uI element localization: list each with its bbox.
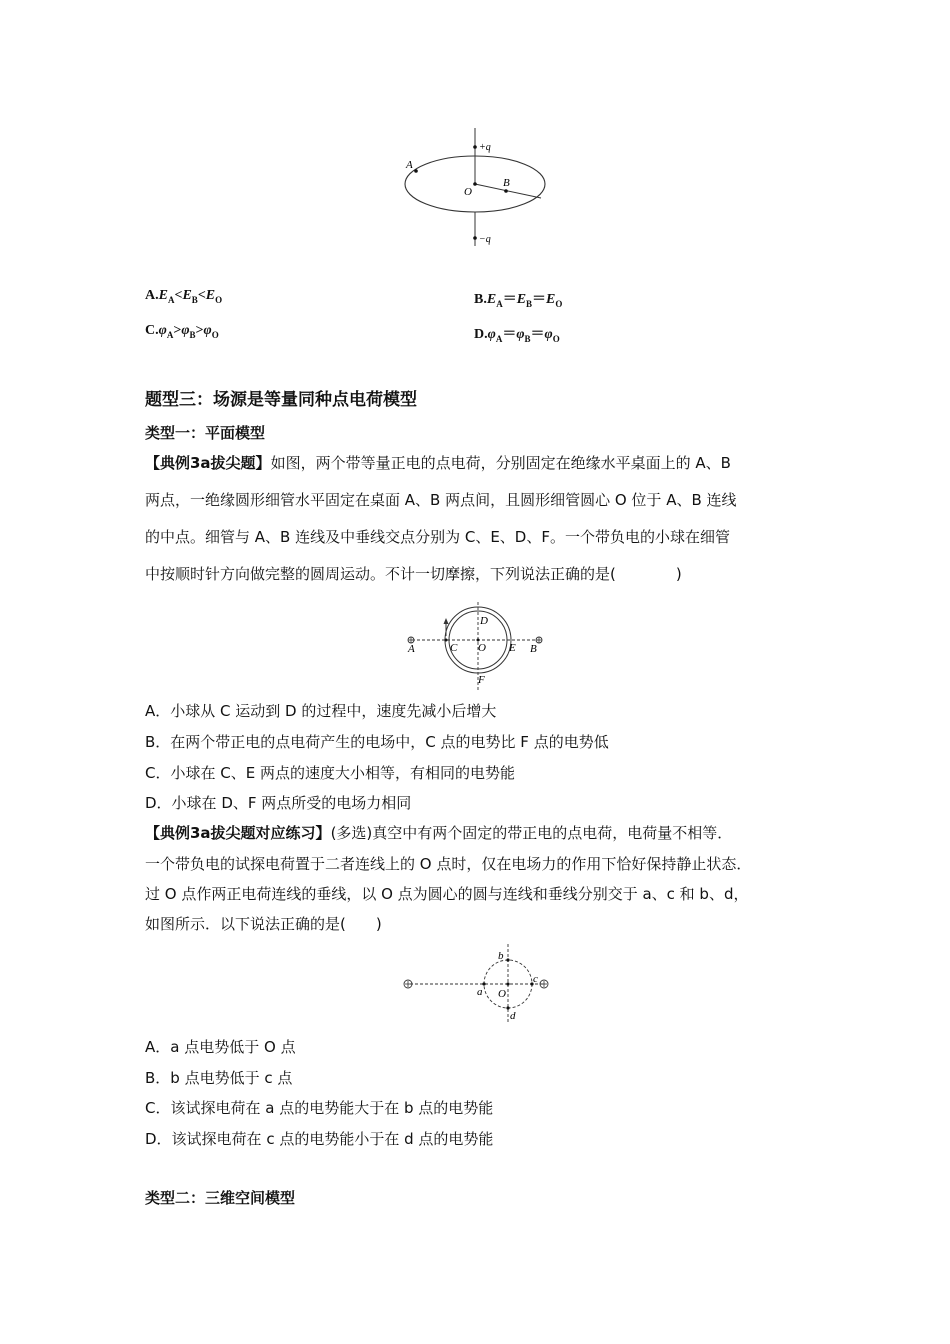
- practice-option-d[interactable]: D．该试探电荷在 c 点的电势能小于在 d 点的电势能: [145, 1130, 494, 1148]
- ex3a-option-a[interactable]: A．小球从 C 运动到 D 的过程中，速度先减小后增大: [145, 702, 497, 720]
- label-d: d: [510, 1010, 516, 1022]
- label-a: a: [477, 986, 483, 998]
- practice-option-b[interactable]: B．b 点电势低于 c 点: [145, 1069, 293, 1087]
- ex3a-tag: 【典例3a拔尖题】: [145, 454, 271, 472]
- label-minus-q: −q: [479, 234, 491, 245]
- subsection-type1: 类型一：平面模型: [145, 424, 266, 442]
- label-O: O: [478, 642, 486, 654]
- label-C: C: [450, 642, 458, 654]
- label-O: O: [498, 988, 506, 1000]
- ex3a-option-d[interactable]: D．小球在 D、F 两点所受的电场力相同: [145, 794, 412, 812]
- q1-option-d[interactable]: $D.\varphi_A=\varphi_B=\varphi_O$: [474, 327, 560, 344]
- subsection-type2: 类型二：三维空间模型: [145, 1189, 296, 1207]
- ex3a-option-b[interactable]: B．在两个带正电的点电荷产生的电场中，C 点的电势比 F 点的电势低: [145, 733, 609, 751]
- label-B: B: [530, 643, 537, 655]
- label-E: E: [509, 642, 516, 654]
- label-O: O: [464, 186, 472, 198]
- practice-option-a[interactable]: A．a 点电势低于 O 点: [145, 1038, 296, 1056]
- label-F: F: [478, 674, 485, 686]
- figure-ellipse-charges: [395, 120, 565, 255]
- q1-option-a[interactable]: $A.E_A<E_B<E_O$: [145, 288, 223, 305]
- label-plus-q: +q: [479, 142, 491, 153]
- figure-circular-tube: [400, 600, 550, 692]
- practice-line-1: 【典例3a拔尖题对应练习】(多选)真空中有两个固定的带正电的点电荷，电荷量不相等．: [145, 824, 733, 842]
- q1-option-c[interactable]: $C.\varphi_A>\varphi_B>\varphi_O$: [145, 323, 219, 340]
- practice-line-3: 过 O 点作两正电荷连线的垂线，以 O 点为圆心的圆与连线和垂线分别交于 a、c 和 b、d，: [145, 885, 749, 903]
- label-A: A: [408, 643, 415, 655]
- ex3a-line-3: 的中点。细管与 A、B 连线及中垂线交点分别为 C、E、D、F。一个带负电的小球在细管: [145, 528, 730, 546]
- label-A: A: [406, 159, 413, 171]
- practice-tag: 【典例3a拔尖题对应练习】: [145, 824, 331, 842]
- ex3a-line-2: 两点，一绝缘圆形细管水平固定在桌面 A、B 两点间，且圆形细管圆心 O 位于 A、B 连线: [145, 491, 737, 509]
- q1-option-b[interactable]: $B.E_A=E_B=E_O$: [474, 292, 563, 309]
- label-b: b: [498, 950, 504, 962]
- ex3a-option-c[interactable]: C．小球在 C、E 两点的速度大小相等，有相同的电势能: [145, 764, 515, 782]
- ex3a-line-4: 中按顺时针方向做完整的圆周运动。不计一切摩擦，下列说法正确的是( ): [145, 565, 682, 583]
- label-B: B: [503, 177, 510, 189]
- practice-option-c[interactable]: C．该试探电荷在 a 点的电势能大于在 b 点的电势能: [145, 1099, 494, 1117]
- practice-line-4: 如图所示．以下说法正确的是( ): [145, 915, 382, 933]
- section-title: 题型三：场源是等量同种点电荷模型: [145, 390, 417, 410]
- label-c: c: [533, 973, 538, 985]
- figure-dashed-circle: [398, 942, 558, 1024]
- practice-line-2: 一个带负电的试探电荷置于二者连线上的 O 点时，仅在电场力的作用下恰好保持静止状态．: [145, 855, 752, 873]
- label-D: D: [480, 615, 488, 627]
- ex3a-line-1: 【典例3a拔尖题】如图，两个带等量正电的点电荷，分别固定在绝缘水平桌面上的 A、B: [145, 454, 731, 472]
